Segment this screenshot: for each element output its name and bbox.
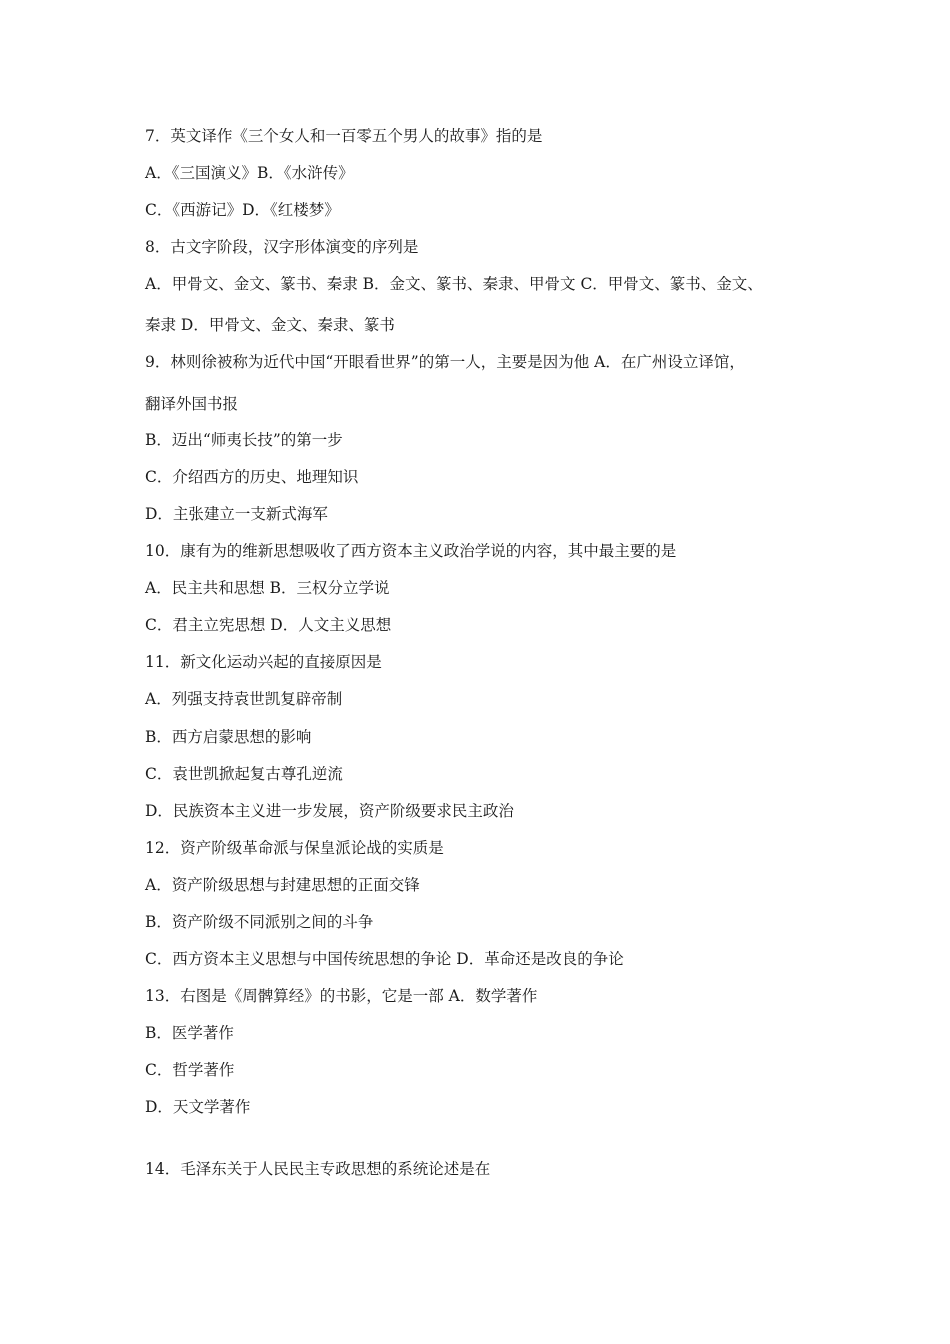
question-10-options-cd: C．君主立宪思想 D．人文主义思想: [145, 616, 392, 634]
question-9-option-d: D．主张建立一支新式海军: [145, 505, 328, 523]
question-13-option-d: D．天文学著作: [145, 1098, 251, 1116]
question-7-options-ab: A．《三国演义》B．《水浒传》: [145, 164, 354, 182]
question-13-option-b: B．医学著作: [145, 1024, 234, 1042]
question-8-options-line-2: 秦隶 D．甲骨文、金文、秦隶、篆书: [145, 316, 395, 334]
question-11-option-c: C．袁世凯掀起复古尊孔逆流: [145, 765, 343, 783]
question-14-stem: 14．毛泽东关于人民民主专政思想的系统论述是在: [145, 1160, 491, 1178]
question-9-stem: 9．林则徐被称为近代中国“开眼看世界”的第一人，主要是因为他 A．在广州设立译馆，: [145, 353, 745, 371]
question-8-stem: 8．古文字阶段，汉字形体演变的序列是: [145, 238, 419, 256]
question-11-option-b: B．西方启蒙思想的影响: [145, 728, 312, 746]
question-10-stem: 10．康有为的维新思想吸收了西方资本主义政治学说的内容，其中最主要的是: [145, 542, 677, 560]
question-12-options-cd: C．西方资本主义思想与中国传统思想的争论 D．革命还是改良的争论: [145, 950, 624, 968]
question-10-options-ab: A．民主共和思想 B．三权分立学说: [145, 579, 390, 597]
question-8-options-line-1: A．甲骨文、金文、篆书、秦隶 B．金文、篆书、秦隶、甲骨文 C．甲骨文、篆书、金文、: [145, 275, 763, 293]
question-12-stem: 12．资产阶级革命派与保皇派论战的实质是: [145, 839, 444, 857]
question-9-option-a-cont: 翻译外国书报: [145, 395, 239, 413]
question-7-options-cd: C．《西游记》D．《红楼梦》: [145, 201, 340, 219]
question-11-option-a: A．列强支持袁世凯复辟帝制: [145, 690, 343, 708]
question-9-option-b: B．迈出“师夷长技”的第一步: [145, 431, 343, 449]
question-9-option-c: C．介绍西方的历史、地理知识: [145, 468, 359, 486]
question-12-option-b: B．资产阶级不同派别之间的斗争: [145, 913, 374, 931]
question-7-stem: 7．英文译作《三个女人和一百零五个男人的故事》指的是: [145, 127, 543, 145]
question-13-stem: 13．右图是《周髀算经》的书影，它是一部 A．数学著作: [145, 987, 538, 1005]
question-12-option-a: A．资产阶级思想与封建思想的正面交锋: [145, 876, 420, 894]
question-11-option-d: D．民族资本主义进一步发展，资产阶级要求民主政治: [145, 802, 514, 820]
question-13-option-c: C．哲学著作: [145, 1061, 235, 1079]
question-11-stem: 11．新文化运动兴起的直接原因是: [145, 653, 382, 671]
